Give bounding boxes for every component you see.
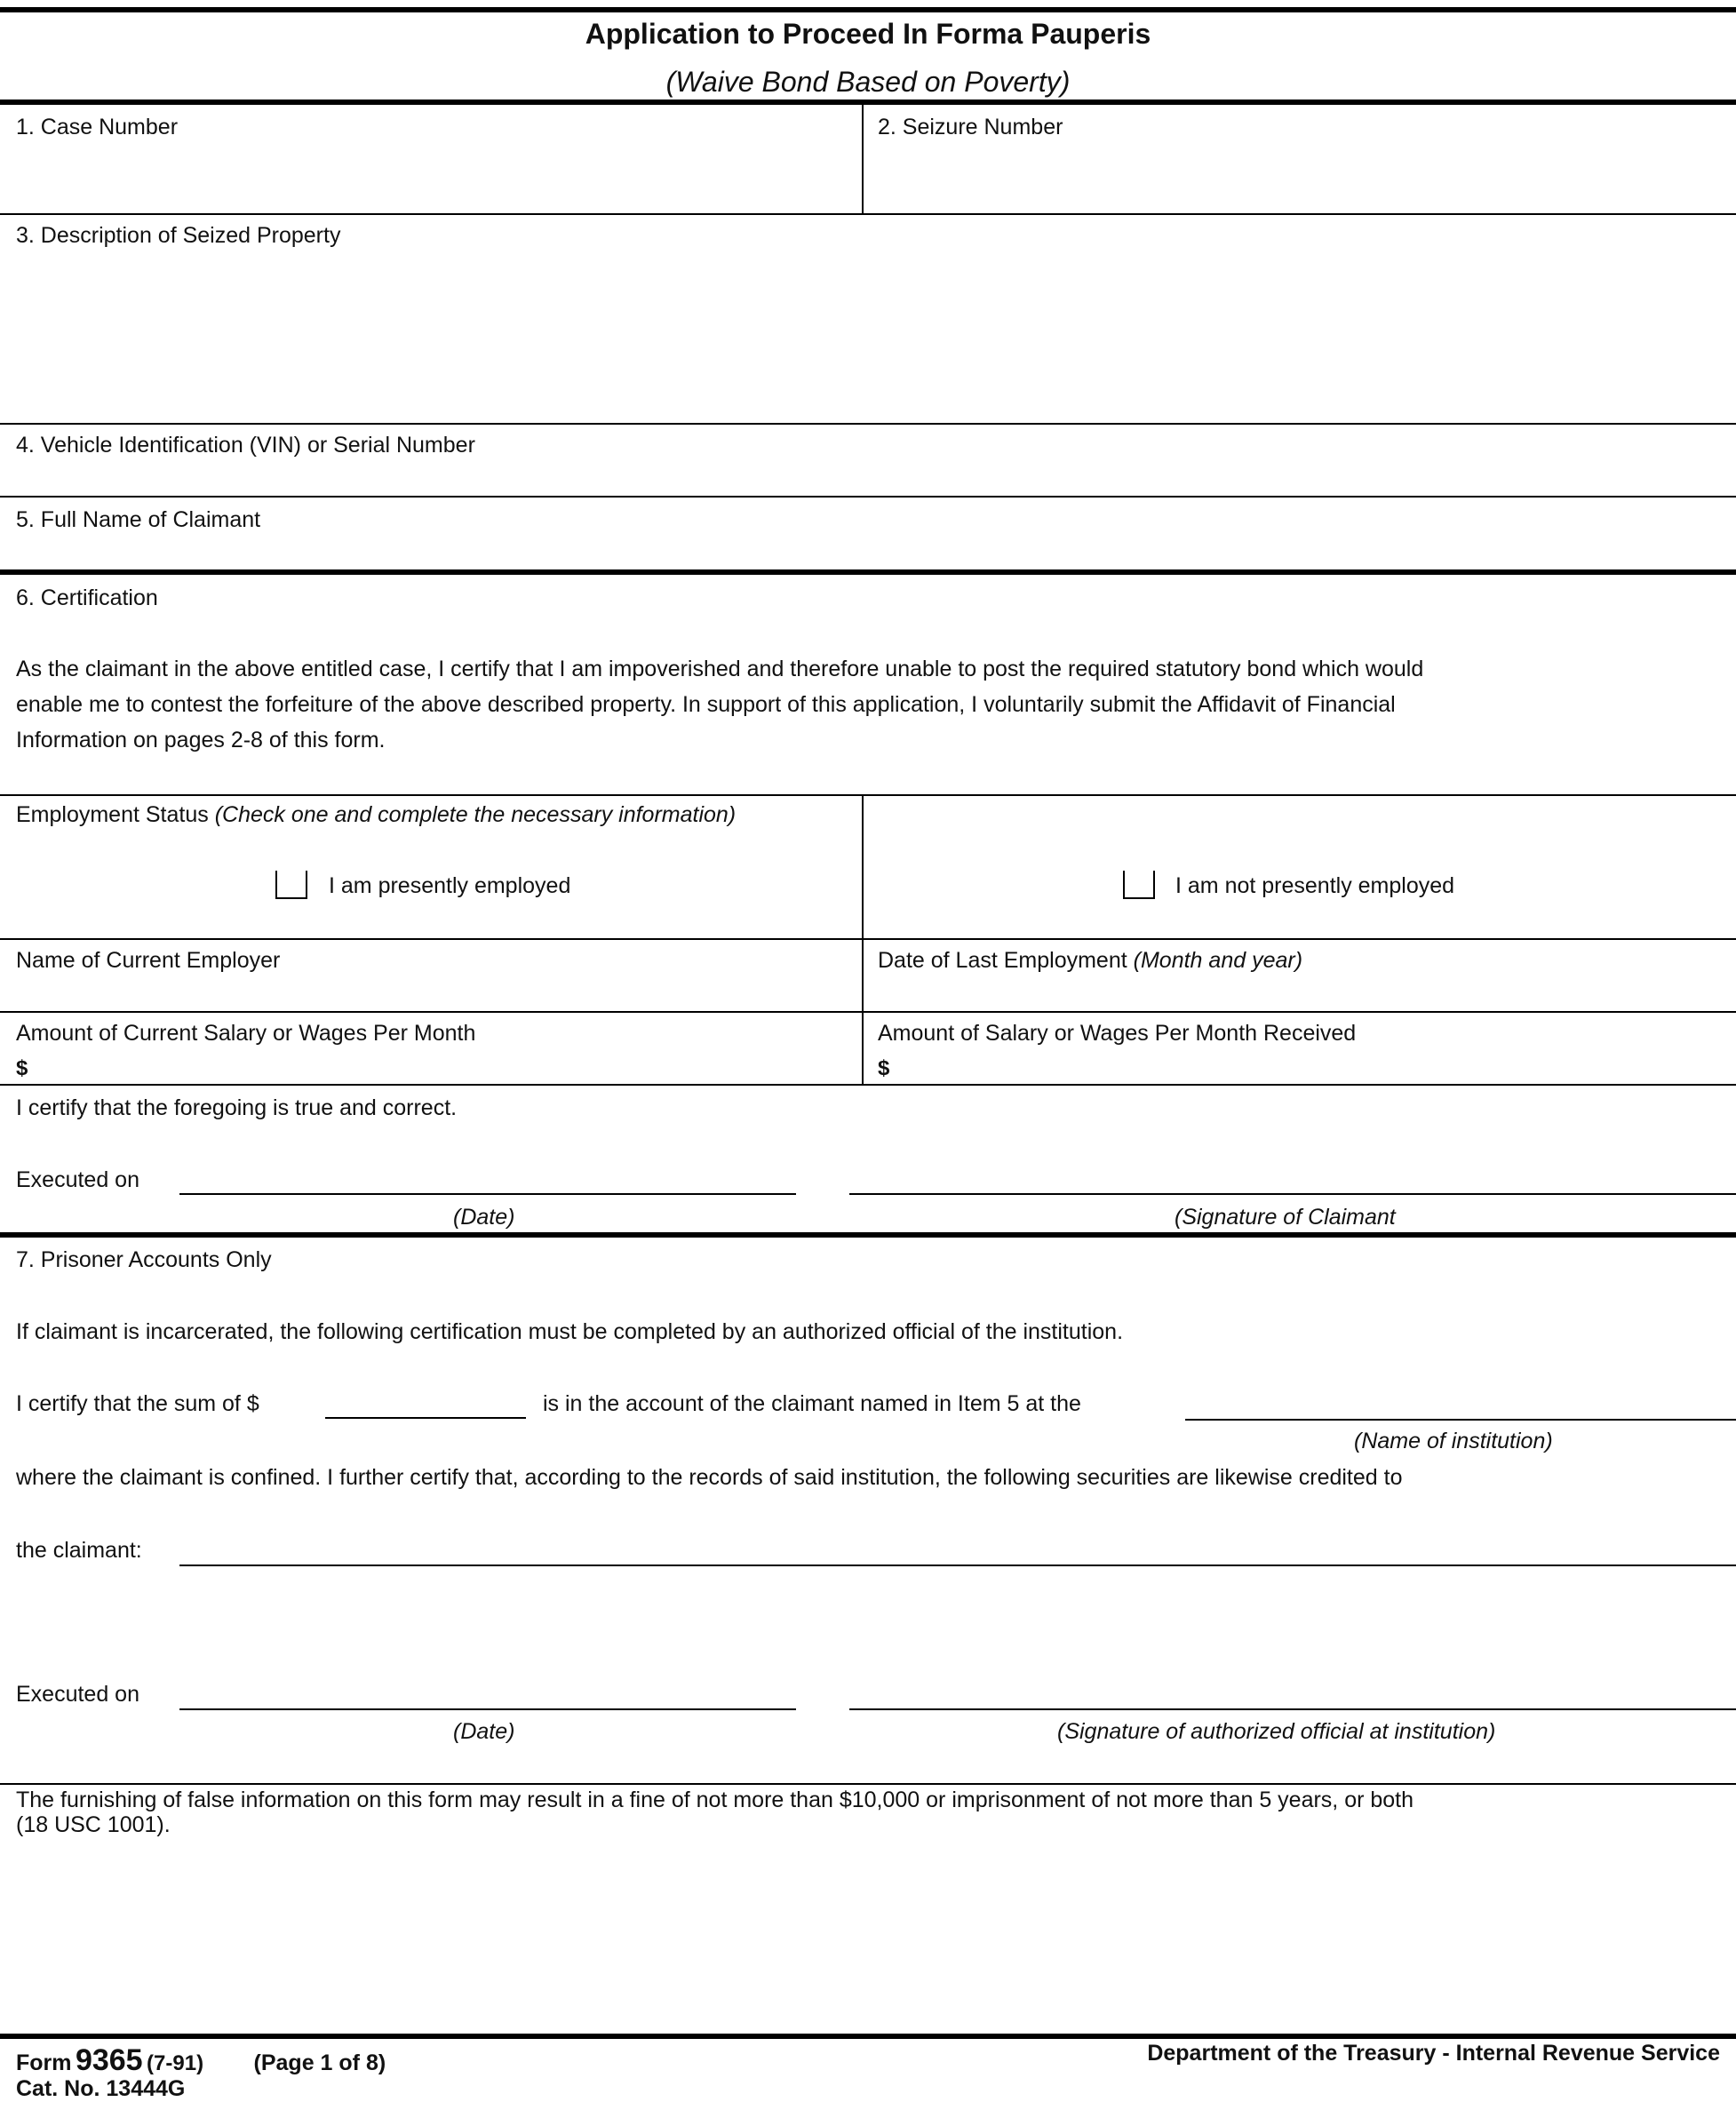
sum-prefix: I certify that the sum of $ bbox=[16, 1391, 259, 1416]
confined-text: where the claimant is confined. I further certify that, according to the records of said institution, the following securities are likewise credited to bbox=[16, 1465, 1403, 1490]
official-executed-on-label: Executed on bbox=[16, 1682, 139, 1707]
rule bbox=[0, 423, 1736, 425]
employment-status-text: Employment Status bbox=[16, 802, 209, 827]
received-salary-input[interactable] bbox=[897, 1052, 1715, 1082]
case-number-input[interactable] bbox=[12, 149, 848, 183]
last-employment-label bbox=[878, 947, 1302, 974]
page-indicator: (Page 1 of 8) bbox=[253, 2050, 386, 2075]
salary-divider bbox=[862, 1012, 864, 1085]
seizure-number-input[interactable] bbox=[874, 149, 1718, 183]
section-rule bbox=[0, 1232, 1736, 1238]
form-revision: (7-91) bbox=[147, 2051, 204, 2075]
executed-on-label: Executed on bbox=[16, 1167, 139, 1192]
official-date-caption: (Date) bbox=[453, 1719, 515, 1744]
institution-input[interactable] bbox=[1185, 1381, 1736, 1418]
prisoner-intro: If claimant is incarcerated, the following certification must be completed by an authorized official of the institution. bbox=[16, 1319, 1124, 1344]
case-number-label: 1. Case Number bbox=[16, 115, 179, 139]
claimant-signature-line bbox=[849, 1193, 1736, 1195]
prisoner-heading: 7. Prisoner Accounts Only bbox=[16, 1247, 272, 1272]
claimant-date-input[interactable] bbox=[179, 1155, 796, 1192]
catalog-number: Cat. No. 13444G bbox=[16, 2076, 186, 2101]
rule bbox=[0, 1011, 1736, 1013]
section-rule bbox=[0, 569, 1736, 575]
employment-divider bbox=[862, 795, 864, 1014]
employed-checkbox[interactable] bbox=[275, 871, 307, 899]
employer-label: Name of Current Employer bbox=[16, 948, 281, 973]
header-bottom-rule bbox=[0, 100, 1736, 105]
official-signature-line bbox=[849, 1708, 1736, 1710]
not-employed-label: I am not presently employed bbox=[1175, 873, 1455, 898]
claimant-name-label: 5. Full Name of Claimant bbox=[16, 507, 261, 532]
claimant-name-input[interactable] bbox=[302, 533, 1715, 567]
seizure-number-label: 2. Seizure Number bbox=[878, 115, 1063, 139]
warning-line-1: The furnishing of false information on this form may result in a fine of not more than $10,000 or imprisonment of not more than 5 years, or both bbox=[16, 1787, 1414, 1812]
claimant-securities-label: the claimant: bbox=[16, 1538, 142, 1563]
vin-label: 4. Vehicle Identification (VIN) or Serial Number bbox=[16, 433, 475, 458]
current-salary-dollar: $ bbox=[16, 1056, 28, 1080]
certification-line-3: Information on pages 2-8 of this form. bbox=[16, 728, 386, 752]
institution-caption: (Name of institution) bbox=[1354, 1429, 1553, 1453]
vin-input[interactable] bbox=[533, 458, 1715, 494]
description-input[interactable] bbox=[12, 258, 1718, 418]
form-id bbox=[16, 2043, 386, 2078]
rule bbox=[0, 213, 1736, 215]
received-salary-dollar: $ bbox=[878, 1056, 890, 1080]
footer-rule bbox=[0, 2034, 1736, 2039]
received-salary-label: Amount of Salary or Wages Per Month Received bbox=[878, 1021, 1357, 1046]
row1-divider bbox=[862, 105, 864, 215]
official-date-line bbox=[179, 1708, 796, 1710]
last-employment-note: (Month and year) bbox=[1133, 948, 1303, 973]
true-correct-text: I certify that the foregoing is true and correct. bbox=[16, 1095, 458, 1120]
current-salary-input[interactable] bbox=[36, 1052, 835, 1082]
sum-line bbox=[325, 1417, 526, 1419]
institution-line bbox=[1185, 1419, 1736, 1421]
securities-line bbox=[179, 1565, 1736, 1566]
official-signature-input[interactable] bbox=[849, 1670, 1736, 1708]
form-word: Form bbox=[16, 2050, 72, 2075]
warning-line-2: (18 USC 1001). bbox=[16, 1812, 171, 1837]
sum-input[interactable] bbox=[325, 1379, 526, 1416]
department: Department of the Treasury - Internal Revenue Service bbox=[1147, 2041, 1720, 2066]
current-salary-label: Amount of Current Salary or Wages Per Month bbox=[16, 1021, 476, 1046]
rule bbox=[0, 496, 1736, 498]
official-signature-caption: (Signature of authorized official at institution) bbox=[1057, 1719, 1496, 1744]
signature-caption: (Signature of Claimant bbox=[1175, 1205, 1396, 1230]
description-label: 3. Description of Seized Property bbox=[16, 223, 341, 248]
employment-status-label bbox=[16, 801, 736, 828]
not-employed-checkbox[interactable] bbox=[1123, 871, 1155, 899]
employment-status-note: (Check one and complete the necessary information) bbox=[214, 802, 737, 827]
last-employment-input[interactable] bbox=[874, 975, 1718, 1007]
form-subtitle: (Waive Bond Based on Poverty) bbox=[665, 66, 1071, 98]
securities-input[interactable] bbox=[179, 1526, 1736, 1564]
form-title: Application to Proceed In Forma Pauperis bbox=[585, 18, 1151, 50]
certification-heading: 6. Certification bbox=[16, 585, 158, 610]
certification-line-1: As the claimant in the above entitled case, I certify that I am impoverished and therefore unable to post the required statutory bond which would bbox=[16, 657, 1424, 681]
official-date-input[interactable] bbox=[179, 1670, 796, 1708]
rule bbox=[0, 1084, 1736, 1086]
date-caption: (Date) bbox=[453, 1205, 515, 1230]
employed-label: I am presently employed bbox=[329, 873, 571, 898]
certification-line-2: enable me to contest the forfeiture of the above described property. In support of this application, I voluntarily submit the Affidavit of Financial bbox=[16, 692, 1396, 717]
top-rule bbox=[0, 7, 1736, 12]
claimant-signature-input[interactable] bbox=[849, 1155, 1736, 1192]
claimant-date-line bbox=[179, 1193, 796, 1195]
sum-middle: is in the account of the claimant named in Item 5 at the bbox=[543, 1391, 1081, 1416]
rule bbox=[0, 794, 1736, 796]
last-employment-text: Date of Last Employment bbox=[878, 948, 1127, 973]
form-number: 9365 bbox=[75, 2043, 143, 2077]
rule bbox=[0, 938, 1736, 940]
rule bbox=[0, 1783, 1736, 1785]
employer-input[interactable] bbox=[12, 975, 848, 1007]
